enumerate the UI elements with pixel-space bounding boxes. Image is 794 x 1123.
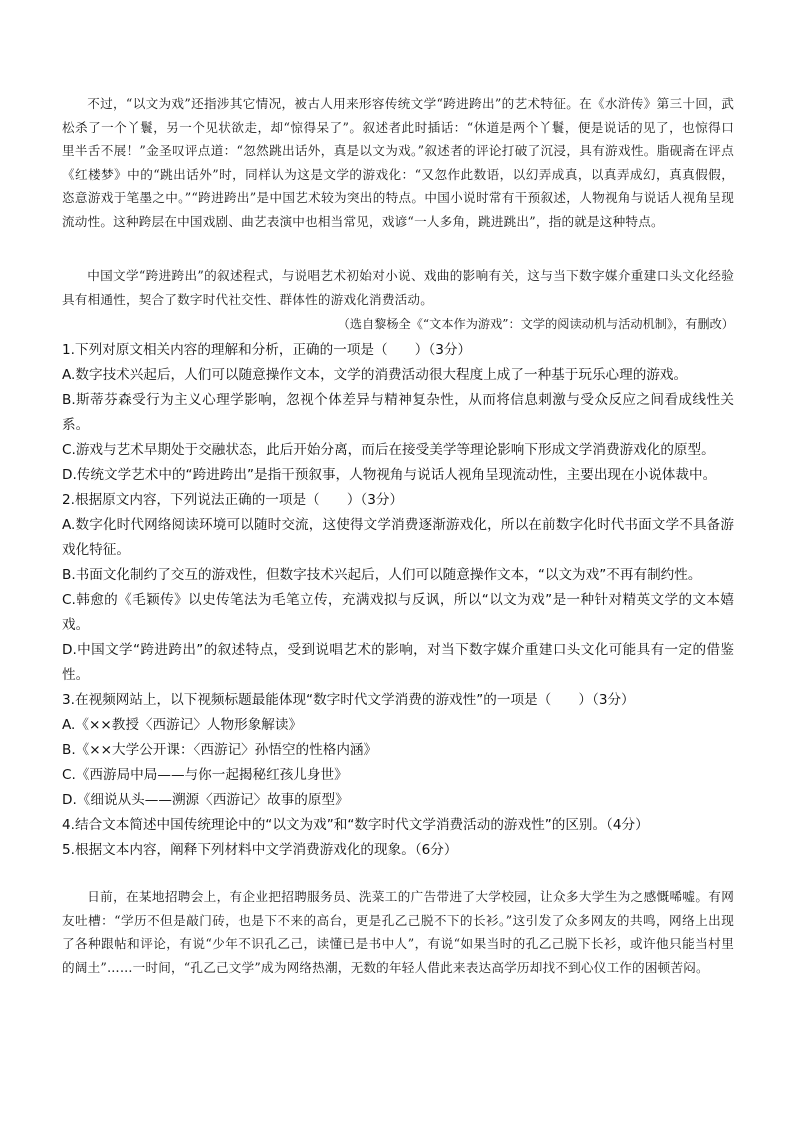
source-citation: （选自黎杨全《“文本作为游戏”：文学的阅读动机与活动机制》，有删改） [337,317,734,331]
question-1-option-d: D.传统文学艺术中的“跨进跨出”是指干预叙事，人物视角与说话人视角呈现流动性，主要出现在小说体裁中。 [62,467,717,483]
question-3-option-b: B.《××大学公开课：〈西游记〉孙悟空的性格内涵》 [62,742,378,758]
material-paragraph: 日前，在某地招聘会上，有企业把招聘服务员、洗菜工的广告带进了大学校园，让众多大学生为之感慨唏嘘。有网友吐槽：“学历不但是敲门砖，也是下不来的高台，更是孔乙己脱不下的长衫。”这引发了众多网友的共鸣，网络上出现了各种跟帖和评论，有说“少年不识孔乙己，读懂已是书中人”，有说“如果当时的孔乙己脱下长衫，或许他只能当村里的阔土”……一时间，“孔乙己文学”成为网络热潮，无数的年轻人借此来表达高学历却找不到心仪工作的困顿苦闷。 [62,889,734,975]
question-2-option-b: B.书面文化制约了交互的游戏性，但数字技术兴起后，人们可以随意操作文本，“以文为戏”不再有制约性。 [62,567,702,583]
question-3-stem: 3.在视频网站上，以下视频标题最能体现“数字时代文学消费的游戏性”的一项是（ ）（3分） [62,692,635,708]
question-1-stem: 1.下列对原文相关内容的理解和分析，正确的一项是（ ）（3分） [62,342,472,358]
question-2-option-c: C.韩愈的《毛颖传》以史传笔法为毛笔立传，充满戏拟与反讽，所以“以文为戏”是一种针对精英文学的文本嬉戏。 [62,592,734,633]
questions-section [62,338,734,863]
question-5-stem: 5.根据文本内容，阐释下列材料中文学消费游戏化的现象。（6分） [62,842,458,858]
question-1-option-c: C.游戏与艺术早期处于交融状态，此后开始分离，而后在接受美学等理论影响下形成文学消费游戏化的原型。 [62,442,715,458]
passage-paragraph-2: 中国文学“跨进跨出”的叙述程式，与说唱艺术初始对小说、戏曲的影响有关，这与当下数字媒介重建口头文化经验具有相通性，契合了数字时代社交性、群体性的游戏化消费活动。 [62,268,734,307]
question-2-option-a: A.数字化时代网络阅读环境可以随时交流，这使得文学消费逐渐游戏化，所以在前数字化时代书面文学不具备游戏化特征。 [62,517,734,558]
question-4-stem: 4.结合文本简述中国传统理论中的“以文为戏”和“数字时代文学消费活动的游戏性”的区别。（4分） [62,817,649,833]
question-2-stem: 2.根据原文内容，下列说法正确的一项是（ ）（3分） [62,492,404,508]
question-1-option-a: A.数字技术兴起后，人们可以随意操作文本，文学的消费活动很大程度上成了一种基于玩乐心理的游戏。 [62,367,688,383]
question-2-option-d: D.中国文学“跨进跨出”的叙述特点，受到说唱艺术的影响，对当下数字媒介重建口头文化可能具有一定的借鉴性。 [62,642,734,683]
passage-paragraph-1: 不过，“以文为戏”还指涉其它情况，被古人用来形容传统文学“跨进跨出”的艺术特征。在《水浒传》第三十回，武松杀了一个丫鬟，另一个见状欲走，却“惊得呆了”。叙述者此时插话：“休道是两个丫鬟，便是说话的见了，也惊得口里半舌不展！”金圣叹评点道：“忽然跳出话外，真是以文为戏。”叙述者的评论打破了沉浸，具有游戏性。脂砚斋在评点《红楼梦》中的“跳出话外”时，同样认为这是文学的游戏化：“又忽作此数语，以幻弄成真，以真弄成幻，真真假假，恣意游戏于笔墨之中。”“跨进跨出”是中国艺术较为突出的特点。中国小说时常有干预叙述，人物视角与说话人视角呈现流动性。这种跨层在中国戏剧、曲艺表演中也相当常见，戏谚“一人多角，跳进跳出”，指的就是这种特点。 [62,96,734,229]
question-3-option-c: C.《西游局中局——与你一起揭秘红孩儿身世》 [62,767,348,783]
question-3-option-a: A.《××教授〈西游记〉人物形象解读》 [62,717,303,733]
question-1-option-b: B.斯蒂芬森受行为主义心理学影响，忽视个体差异与精神复杂性，从而将信息刺激与受众反应之间看成线性关系。 [62,392,734,433]
question-3-option-d: D.《细说从头——溯源〈西游记〉故事的原型》 [62,792,349,808]
